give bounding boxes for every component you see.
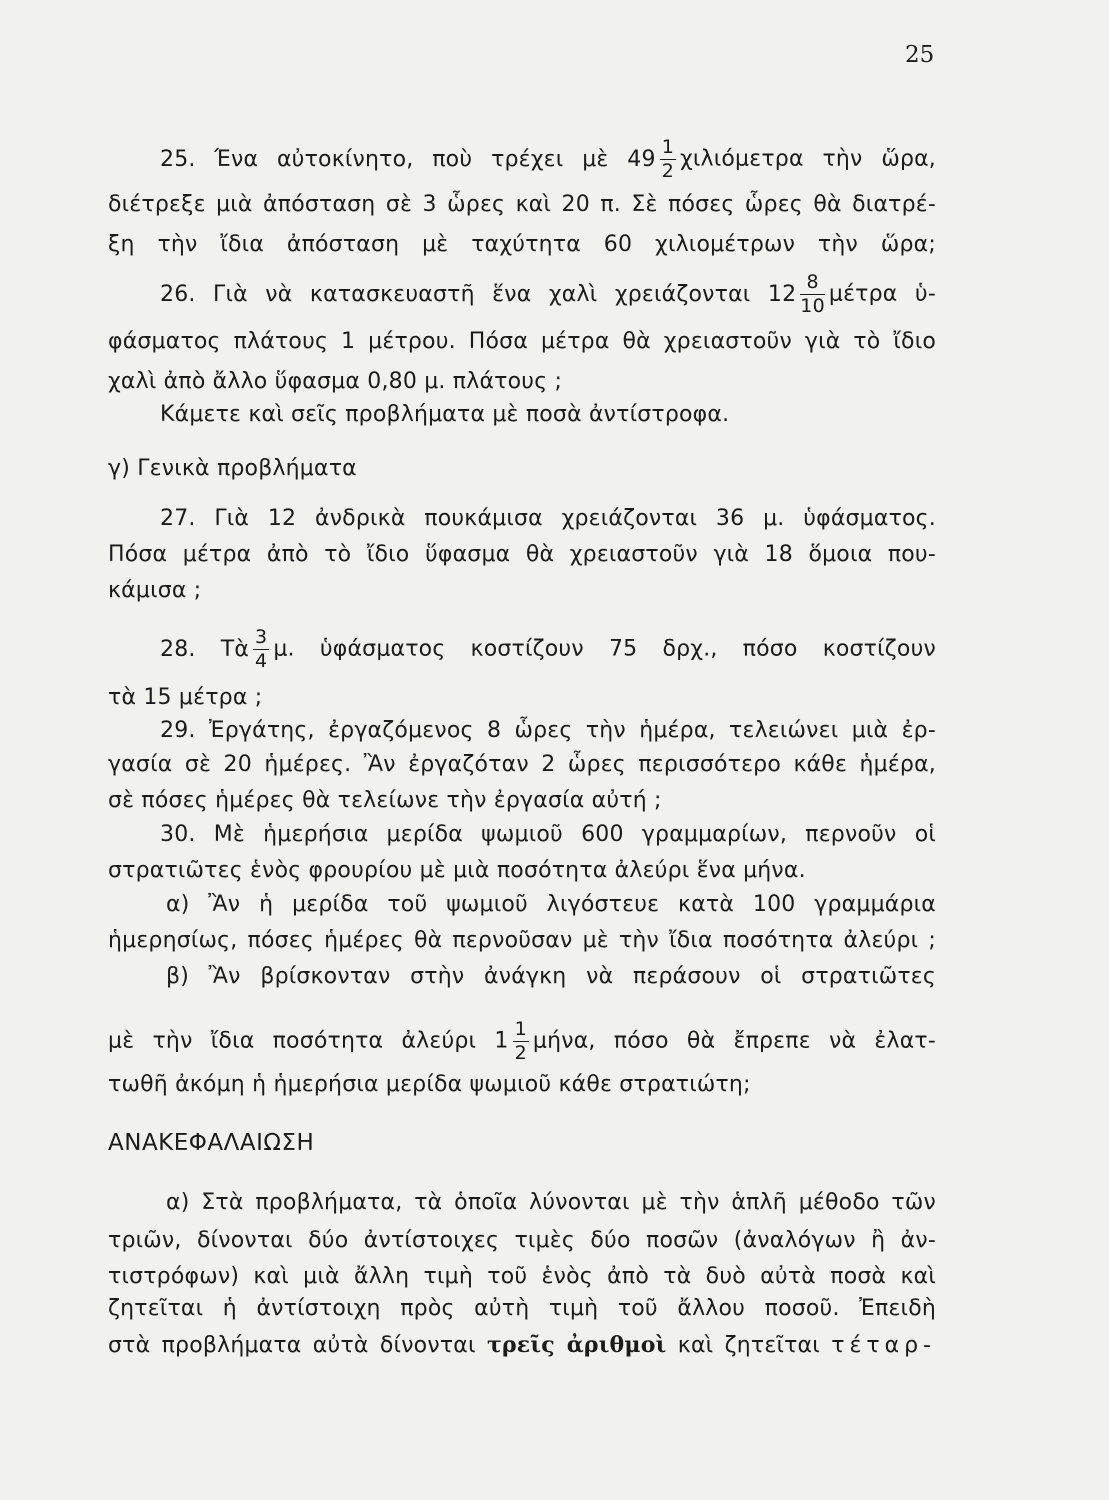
page-number: 25 <box>905 42 935 68</box>
problem-30-part-b-line-2: μὲ τὴν ἴδια ποσότητα ἀλεύρι 1 $\frac{1}{2}$ μήνα, πόσο θὰ ἔπρεπε νὰ ἐλατ- <box>108 1018 936 1064</box>
problem-29-line-1: 29. Ἐργάτης, ἐργαζόμενος 8 ὧρες τὴν ἡμέρα, τελειώνει μιὰ ἐρ- <box>160 718 936 743</box>
problem-30-part-b-line-1: β) Ἂν βρίσκονταν στὴν ἀνάγκη νὰ περάσουν οἱ στρατιῶτες <box>166 964 936 989</box>
problem-30-line-2: στρατιῶτες ἑνὸς φρουρίου μὲ μιὰ ποσότητα ἀλεύρι ἕνα μήνα. <box>108 858 806 883</box>
problem-29-line-2: γασία σὲ 20 ἡμέρες. Ἂν ἐργαζόταν 2 ὧρες περισσότερο κάθε ἡμέρα, <box>108 752 936 777</box>
problem-25-line-1: 25. Ένα αὐτοκίνητο, ποὺ τρέχει μὲ 49 $\frac{1}{2}$ χιλιόμετρα τὴν ὥρα, <box>160 136 937 182</box>
summary-line-4: ζητεῖται ἡ ἀντίστοιχη πρὸς αὐτὴ τιμὴ τοῦ ἄλλου ποσοῦ. Ἐπειδὴ <box>108 1296 936 1321</box>
summary-line-3: τιστρόφων) καὶ μιὰ ἄλλη τιμὴ τοῦ ἑνὸς ἀπὸ τὰ δυὸ αὐτὰ ποσὰ καὶ <box>108 1264 936 1289</box>
summary-line-5: στὰ προβλήματα αὐτὰ δίνονται τρεῖς ἀριθμοὶ καὶ ζητεῖται τέταρ- <box>108 1332 936 1358</box>
spaced-word: τέταρ- <box>831 1333 936 1358</box>
problem-29-line-3: σὲ πόσες ἡμέρες θὰ τελείωνε τὴν ἐργασία αὐτή ; <box>108 788 662 813</box>
problem-27-line-2: Πόσα μέτρα ἀπὸ τὸ ἴδιο ὕφασμα θὰ χρειαστοῦν γιὰ 18 ὅμοια που- <box>108 542 936 567</box>
summary-line-1: α) Στὰ προβλήματα, τὰ ὁποῖα λύνονται μὲ τὴν ἁπλῆ μέθοδο τῶν <box>166 1190 936 1215</box>
problem-30-part-b-line-3: τωθῆ ἀκόμη ἡ ἡμερήσια μερίδα ψωμιοῦ κάθε στρατιώτη; <box>108 1072 751 1097</box>
problem-26-line-1: 26. Γιὰ νὰ κατασκευαστῆ ἕνα χαλὶ χρειάζονται 12 $\frac{8}{10}$ μέτρα ὑ- <box>160 271 936 317</box>
fraction-one-half-b: $\frac{1}{2}$ <box>514 1018 527 1064</box>
problem-28-line-1: 28. Τὰ $\frac{3}{4}$ μ. ὑφάσματος κοστίζουν 75 δρχ., πόσο κοστίζουν <box>160 626 937 672</box>
problem-28-line-2: τὰ 15 μέτρα ; <box>108 685 263 710</box>
summary-heading: ΑΝΑΚΕΦΑΛΑΙΩΣΗ <box>108 1130 315 1156</box>
bold-phrase: τρεῖς ἀριθμοὶ <box>486 1332 667 1358</box>
fraction-three-quarters: $\frac{3}{4}$ <box>255 626 268 672</box>
fraction-one-half: $\frac{1}{2}$ <box>661 136 674 182</box>
summary-line-2: τριῶν, δίνονται δύο ἀντίστοιχες τιμὲς δύο ποσῶν (ἀναλόγων ἢ ἀν- <box>108 1228 936 1253</box>
problem-30-part-a-line-1: α) Ἂν ἡ μερίδα τοῦ ψωμιοῦ λιγόστευε κατὰ 100 γραμμάρια <box>166 892 936 917</box>
problem-30-part-a-line-2: ἡμερησίως, πόσες ἡμέρες θὰ περνοῦσαν μὲ τὴν ἴδια ποσότητα ἀλεύρι ; <box>108 928 936 953</box>
section-heading-general-problems: γ) Γενικὰ προβλήματα <box>108 456 357 481</box>
problem-26-line-2: φάσματος πλάτους 1 μέτρου. Πόσα μέτρα θὰ χρειαστοῦν γιὰ τὸ ἴδιο <box>108 329 936 354</box>
problem-25-line-3: ξη τὴν ἴδια ἀπόσταση μὲ ταχύτητα 60 χιλιομέτρων τὴν ὥρα; <box>108 232 936 257</box>
exercise-instruction: Κάμετε καὶ σεῖς προβλήματα μὲ ποσὰ ἀντίστροφα. <box>160 402 730 427</box>
problem-27-line-3: κάμισα ; <box>108 578 202 603</box>
problem-30-line-1: 30. Μὲ ἡμερήσια μερίδα ψωμιοῦ 600 γραμμαρίων, περνοῦν οἱ <box>160 822 936 847</box>
fraction-eight-tenths: $\frac{8}{10}$ <box>800 271 825 317</box>
problem-25-line-2: διέτρεξε μιὰ ἀπόσταση σὲ 3 ὧρες καὶ 20 π. Σὲ πόσες ὧρες θὰ διατρέ- <box>108 192 936 217</box>
problem-27-line-1: 27. Γιὰ 12 ἀνδρικὰ πουκάμισα χρειάζονται 36 μ. ὑφάσματος. <box>160 506 936 531</box>
problem-26-line-3: χαλὶ ἀπὸ ἄλλο ὕφασμα 0,80 μ. πλάτους ; <box>108 369 563 394</box>
